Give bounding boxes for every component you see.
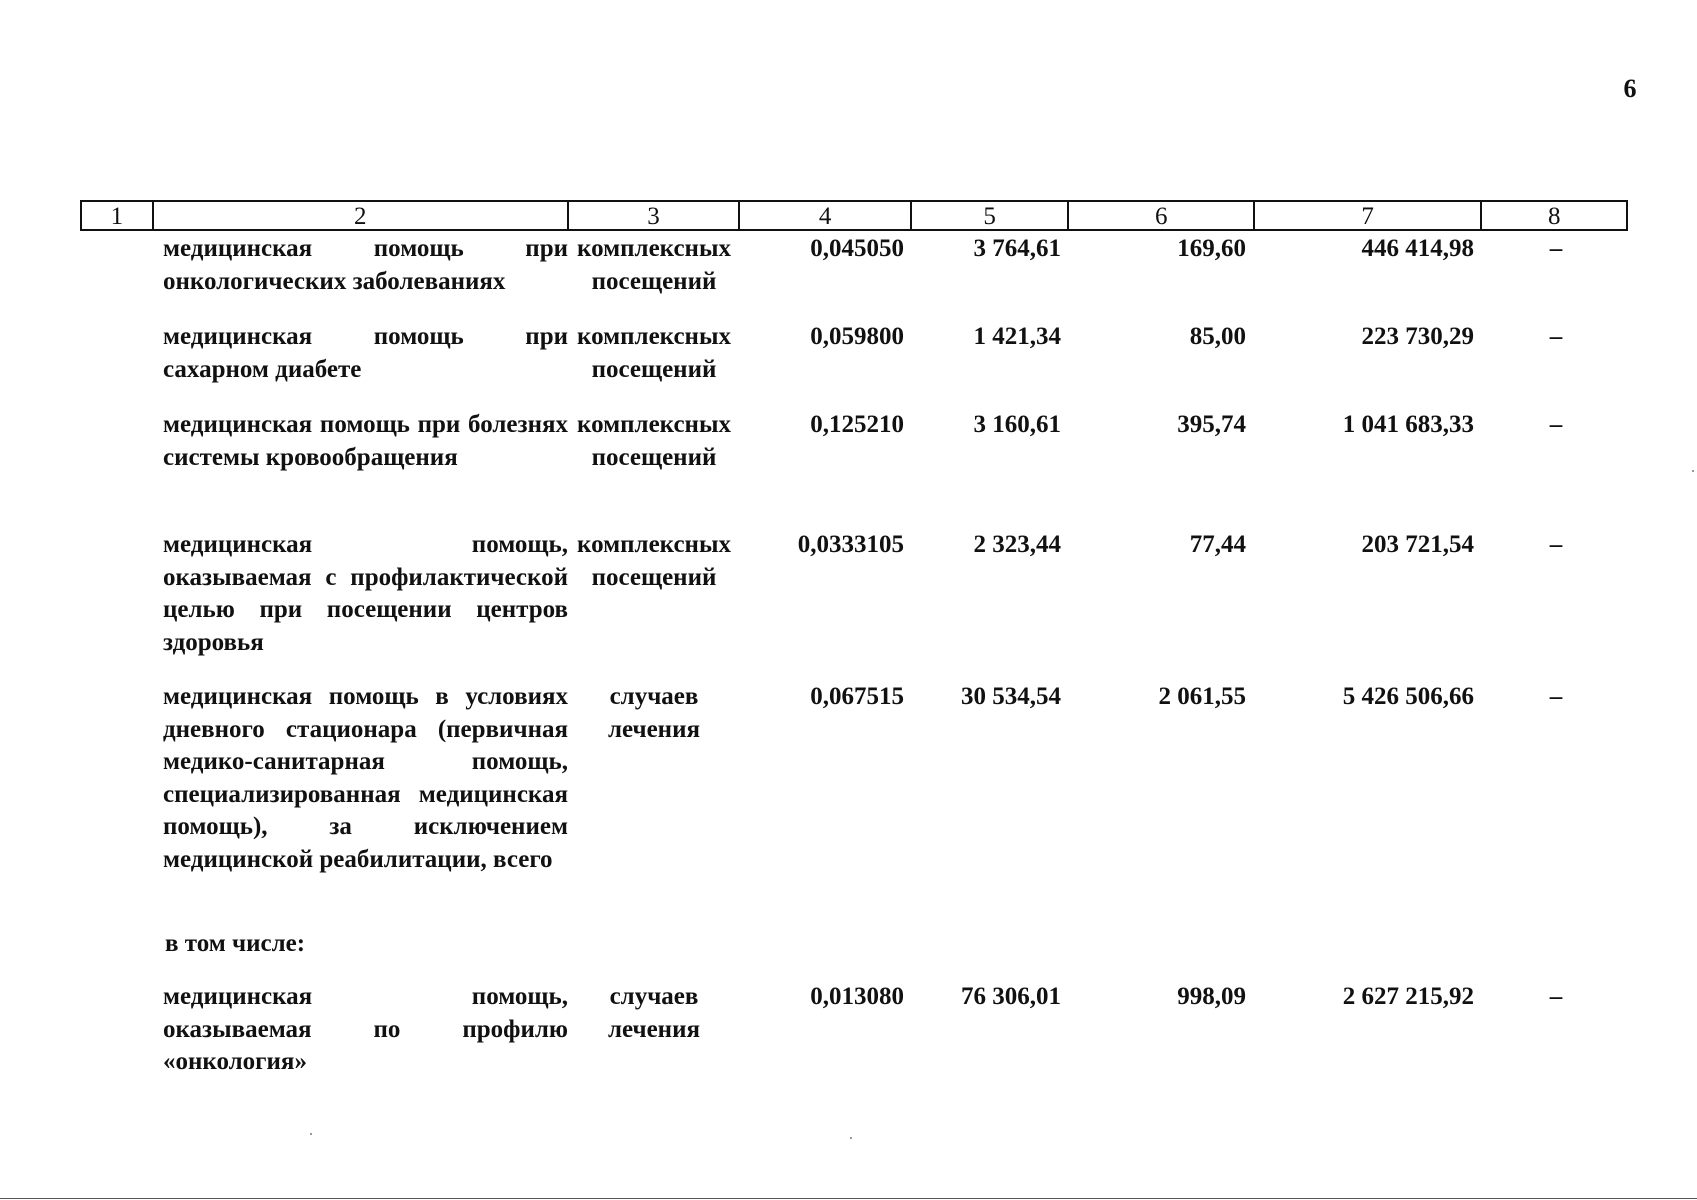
row-name: медицинская помощь, оказываемая с профилактической целью при посещении центров здоровья xyxy=(163,531,568,656)
scan-speck xyxy=(850,1137,852,1139)
row-col8: – xyxy=(1549,323,1563,350)
subheading: в том числе: xyxy=(165,930,306,957)
column-number-header xyxy=(80,200,1628,231)
column-number-8: 8 xyxy=(1547,203,1561,230)
row-col8: – xyxy=(1549,983,1563,1010)
row-col8: – xyxy=(1549,235,1563,262)
row-col6: 85,00 xyxy=(1189,323,1246,350)
table-row xyxy=(80,981,1628,1081)
row-col7: 223 730,29 xyxy=(1361,323,1474,350)
row-col4: 0,013080 xyxy=(810,983,904,1010)
row-col7: 203 721,54 xyxy=(1361,531,1474,558)
column-number-2: 2 xyxy=(154,202,569,229)
row-col5: 1 421,34 xyxy=(973,323,1061,350)
table-row xyxy=(80,681,1628,929)
row-unit: случаев лечения xyxy=(607,683,701,743)
row-col5: 30 534,54 xyxy=(961,683,1061,710)
row-unit: комплексных посещений xyxy=(577,323,731,383)
column-number-5: 5 xyxy=(912,202,1070,229)
table-row xyxy=(80,233,1628,321)
row-col7: 446 414,98 xyxy=(1361,235,1474,262)
row-col7: 1 041 683,33 xyxy=(1342,411,1474,438)
row-unit: комплексных посещений xyxy=(577,235,731,295)
column-number-1: 1 xyxy=(82,202,154,229)
row-col8: – xyxy=(1549,411,1563,438)
row-col5: 3 764,61 xyxy=(973,235,1061,262)
row-col5: 2 323,44 xyxy=(973,531,1061,558)
row-col6: 2 061,55 xyxy=(1158,683,1246,710)
page-number: 6 xyxy=(1623,74,1637,103)
subheading-row xyxy=(80,929,1628,981)
row-name: медицинская помощь при болезнях системы кровообращения xyxy=(163,411,568,471)
column-number-6: 6 xyxy=(1069,202,1255,229)
row-col7: 2 627 215,92 xyxy=(1342,983,1474,1010)
row-col4: 0,0333105 xyxy=(797,531,904,558)
row-col7: 5 426 506,66 xyxy=(1342,683,1474,710)
row-unit: комплексных посещений xyxy=(577,531,731,591)
row-name: медицинская помощь, оказываемая по профилю «онкология» xyxy=(163,983,568,1075)
tariff-table xyxy=(80,200,1628,1081)
scan-speck xyxy=(310,1133,312,1135)
column-number-4: 4 xyxy=(740,202,912,229)
table-row xyxy=(80,529,1628,681)
row-col8: – xyxy=(1549,531,1563,558)
page-bottom-edge xyxy=(0,1198,1697,1199)
row-name: медицинская помощь при сахарном диабете xyxy=(163,323,568,383)
row-unit: случаев лечения xyxy=(607,983,701,1043)
row-col4: 0,045050 xyxy=(810,235,904,262)
column-number-7: 7 xyxy=(1255,202,1482,229)
row-name: медицинская помощь в условиях дневного стационара (первичная медико-санитарная помощь, специализированная медицинская помощь), за исключением медицинской реабилитации, всего xyxy=(163,683,568,873)
row-col4: 0,067515 xyxy=(810,683,904,710)
column-number-3: 3 xyxy=(569,202,741,229)
scan-speck xyxy=(1692,470,1694,472)
row-col5: 3 160,61 xyxy=(973,411,1061,438)
row-col6: 169,60 xyxy=(1177,235,1246,262)
row-col6: 77,44 xyxy=(1189,531,1246,558)
row-col5: 76 306,01 xyxy=(961,983,1061,1010)
row-col8: – xyxy=(1549,683,1563,710)
row-col6: 998,09 xyxy=(1177,983,1246,1010)
row-col4: 0,125210 xyxy=(810,411,904,438)
row-name: медицинская помощь при онкологических заболеваниях xyxy=(163,235,568,295)
row-unit: комплексных посещений xyxy=(577,411,731,471)
table-row xyxy=(80,409,1628,529)
row-col6: 395,74 xyxy=(1177,411,1246,438)
table-row xyxy=(80,321,1628,409)
row-col4: 0,059800 xyxy=(810,323,904,350)
